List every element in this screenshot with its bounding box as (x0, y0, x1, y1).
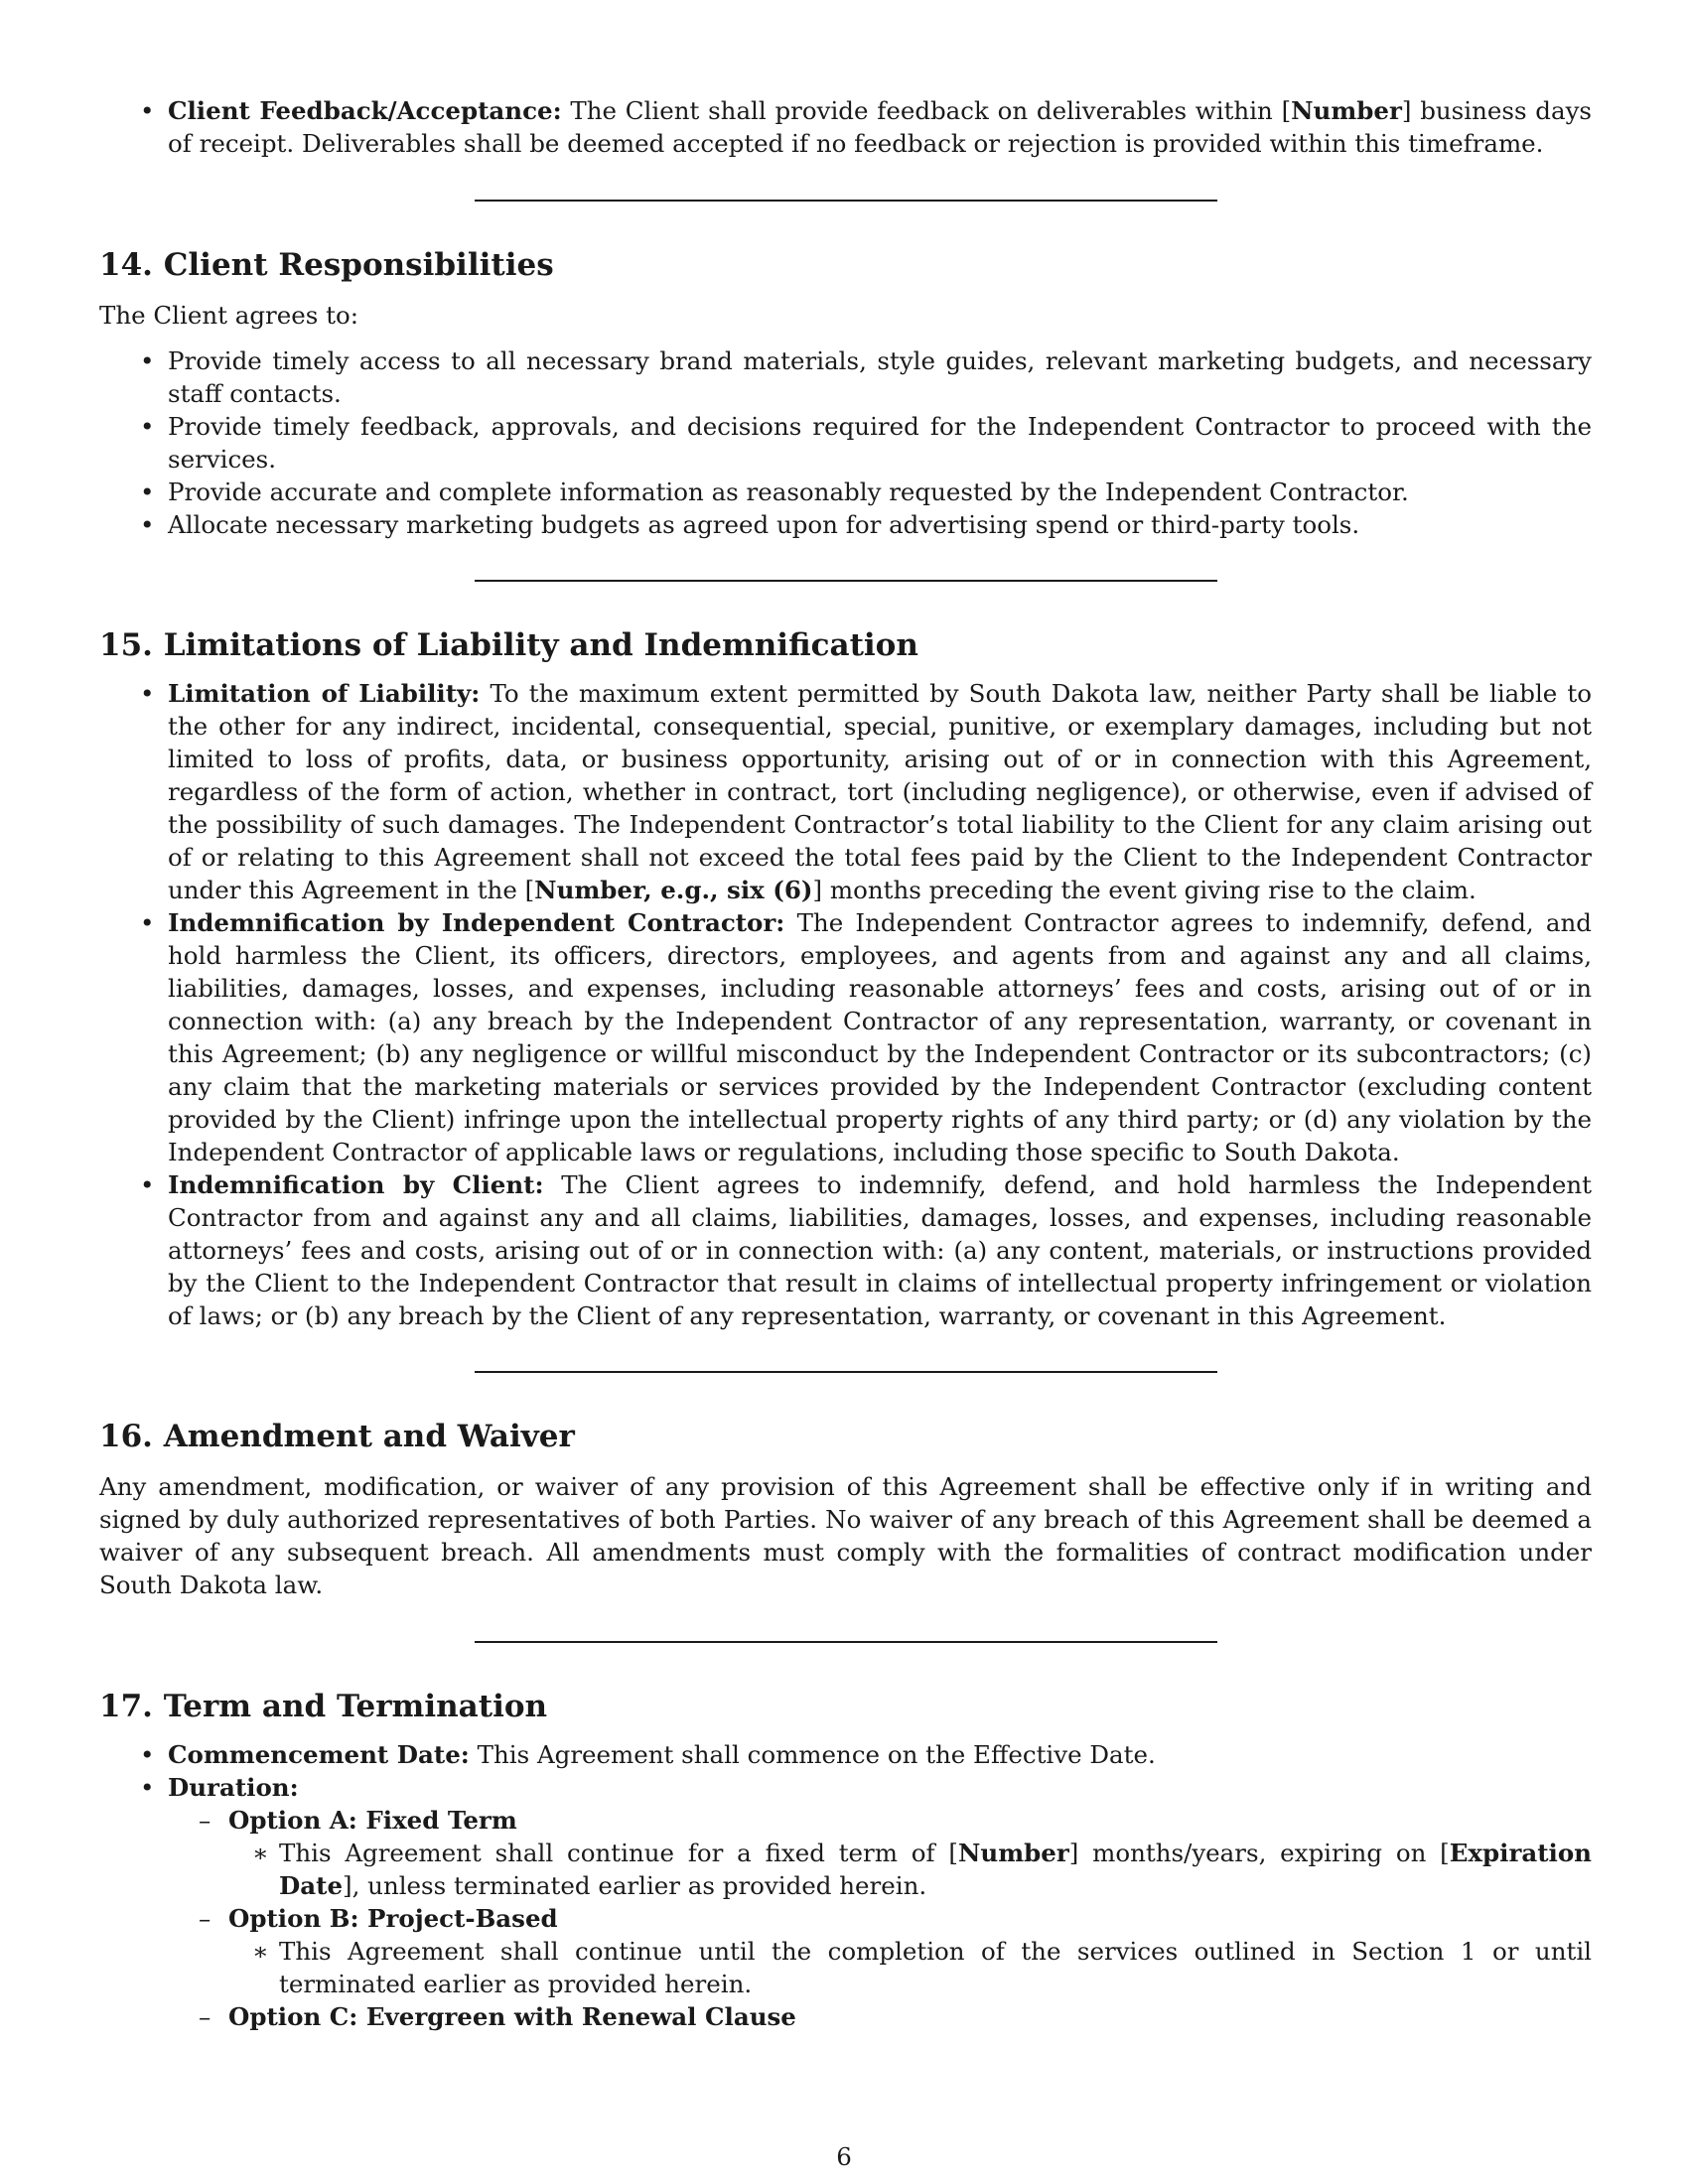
list-item: • Indemnification by Client: The Client agrees to indemnify, defend, and hold harmless the Independent Contractor from and against any and all claims, liabilities, damages, losses, and expenses, including reasonable attorneys’ fees and costs, arising out of or in connection with: (a) any content, materials, or instructions provided by the Client to the Independent Contractor that result in claims of intellectual property infringement or violation of laws; or (b) any breach by the Client of any representation, warranty, or covenant in this Agreement. (99, 1168, 1592, 1332)
list-item (99, 1771, 1592, 2033)
document-page (99, 94, 1592, 2033)
list-item: • Provide timely access to all necessary brand materials, style guides, relevant marketing budgets, and necessary staff contacts. (99, 344, 1592, 410)
option-b-text: ∗ This Agreement shall continue until the completion of the services outlined in Section 1 or until terminated earlier as provided herein. (228, 1935, 1592, 2000)
page-number: 6 (836, 2142, 852, 2171)
option-a: – Option A: Fixed Term ∗ This Agreement shall continue for a fixed term of [Number] months/years, expiring on [Expiration Date], unless terminated earlier as provided herein. (168, 1804, 1592, 1902)
indemnification-client-label: Indemnification by Client: (168, 1170, 544, 1199)
section-17-list (99, 1738, 1592, 2033)
section-16-text: Any amendment, modification, or waiver of any provision of this Agreement shall be effective only if in writing and signed by duly authorized representatives of both Parties. No waiver of any breach of this Agreement shall be deemed a waiver of any subsequent breach. All amendments must comply with the formalities of contract modification under South Dakota law. (99, 1472, 1592, 1599)
list-item: • Client Feedback/Acceptance: The Client shall provide feedback on deliverables within [Number] business days of receipt. Deliverables shall be deemed accepted if no feedback or rejection is provided within this timeframe. (99, 94, 1592, 160)
duration-label: Duration: (168, 1773, 299, 1802)
feedback-label: Client Feedback/Acceptance: (168, 96, 562, 125)
list-item: • Allocate necessary marketing budgets as agreed upon for advertising spend or third-party tools. (99, 508, 1592, 541)
section-14-intro: The Client agrees to: (99, 301, 358, 330)
section-15-heading: 15. Limitations of Liability and Indemnification (99, 627, 918, 663)
option-c: – Option C: Evergreen with Renewal Clause (168, 2000, 1592, 2033)
list-item: • Provide timely feedback, approvals, and decisions required for the Independent Contractor to proceed with the services. (99, 410, 1592, 476)
option-a-text: ∗ This Agreement shall continue for a fixed term of [Number] months/years, expiring on [Expiration Date], unless terminated earlier as provided herein. (228, 1837, 1592, 1902)
list-item: • Commencement Date: This Agreement shall commence on the Effective Date. (99, 1738, 1592, 1771)
section-14-list (99, 344, 1592, 541)
section-16-heading: 16. Amendment and Waiver (99, 1419, 575, 1454)
duration-options (168, 1804, 1592, 2033)
section-15-list (99, 677, 1592, 1332)
commencement-label: Commencement Date: (168, 1740, 470, 1769)
liability-label: Limitation of Liability: (168, 679, 481, 708)
section-14-heading: 14. Client Responsibilities (99, 247, 554, 283)
option-b: – Option B: Project-Based ∗ This Agreement shall continue until the completion of the services outlined in Section 1 or until terminated earlier as provided herein. (168, 1902, 1592, 2000)
list-item: • Limitation of Liability: To the maximum extent permitted by South Dakota law, neither Party shall be liable to the other for any indirect, incidental, consequential, special, punitive, or exemplary damages, including but not limited to loss of profits, data, or business opportunity, arising out of or in connection with this Agreement, regardless of the form of action, whether in contract, tort (including negligence), or otherwise, even if advised of the possibility of such damages. The Independent Contractor’s total liability to the Client for any claim arising out of or relating to this Agreement shall not exceed the total fees paid by the Client to the Independent Contractor under this Agreement in the [Number, e.g., six (6)] months preceding the event giving rise to the claim. (99, 677, 1592, 906)
section-17-heading: 17. Term and Termination (99, 1689, 548, 1724)
list-item: • Indemnification by Independent Contractor: The Independent Contractor agrees to indemnify, defend, and hold harmless the Client, its officers, directors, employees, and agents from and against any and all claims, liabilities, damages, losses, and expenses, including reasonable attorneys’ fees and costs, arising out of or in connection with: (a) any breach by the Independent Contractor of any representation, warranty, or covenant in this Agreement; (b) any negligence or willful misconduct by the Independent Contractor or its subcontractors; (c) any claim that the marketing materials or services provided by the Independent Contractor (excluding content provided by the Client) infringe upon the intellectual property rights of any third party; or (d) any violation by the Independent Contractor of applicable laws or regulations, including those specific to South Dakota. (99, 906, 1592, 1168)
indemnification-contractor-label: Indemnification by Independent Contractor: (168, 908, 785, 937)
feedback-list (99, 94, 1592, 160)
list-item: • Provide accurate and complete information as reasonably requested by the Independent Contractor. (99, 476, 1592, 508)
